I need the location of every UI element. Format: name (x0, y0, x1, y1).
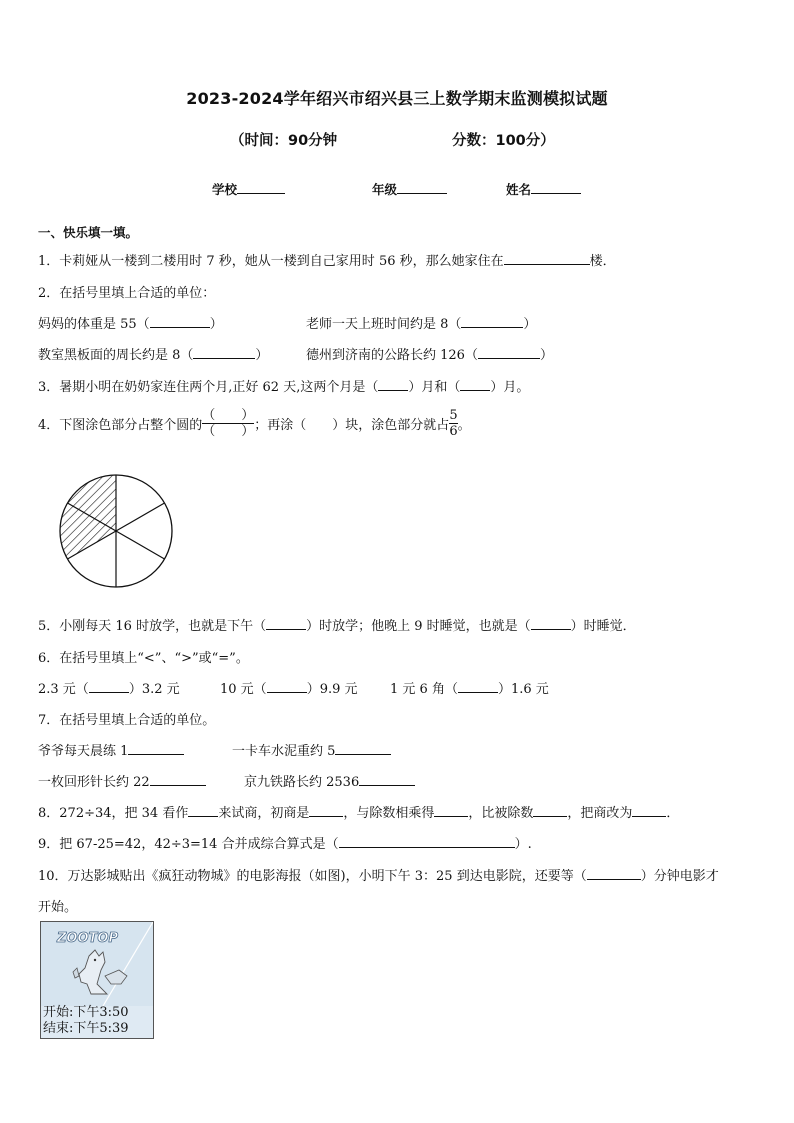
grade-blank[interactable] (397, 181, 447, 194)
q9-blank[interactable] (339, 835, 515, 848)
q2-item-road (306, 344, 553, 363)
q4-frac-den: 6 (449, 424, 458, 439)
q2b-blank[interactable] (461, 315, 523, 328)
q3-blank-1[interactable] (378, 378, 408, 391)
q2-item-blackboard (38, 344, 268, 363)
q3-text-b: ）月和（ (408, 380, 461, 395)
q8-text-c: ，与除数相乘得 (343, 806, 435, 821)
question-5 (38, 615, 636, 634)
school-blank[interactable] (237, 181, 285, 194)
q10-text-b: ）分钟电影才 (640, 869, 719, 884)
q7b-blank[interactable] (335, 742, 391, 755)
q4-denominator: （ ） (202, 424, 255, 439)
q1-text: 1．卡莉娅从一楼到二楼用时 7 秒，她从一楼到自己家用时 56 秒，那么她家住在 (38, 254, 504, 269)
q4-text-c: 。 (457, 418, 471, 433)
q8-blank-1[interactable] (188, 804, 218, 817)
q6-item-1 (38, 678, 180, 697)
question-6: 6．在括号里填上“<”、“>”或“=”。 (38, 651, 249, 666)
q4-text-a: 4．下图涂色部分占整个圆的 (38, 418, 203, 433)
q2c-blank[interactable] (193, 346, 255, 359)
time-label: （时间：90分钟 (230, 133, 338, 149)
grade-field (372, 180, 447, 198)
q10-blank[interactable] (587, 867, 641, 880)
page-title: 2023-2024学年绍兴市绍兴县三上数学期末监测模拟试题 (186, 89, 608, 108)
q6-2-right: ）9.9 元 (306, 682, 358, 697)
q8-text-b: 来试商，初商是 (218, 806, 310, 821)
q4-text-b: ；再涂（ ）块，涂色部分就占 (254, 418, 450, 433)
q7d-text: 京九铁路长约 2536 (244, 775, 360, 790)
q8-text-e: ，把商改为 (567, 806, 633, 821)
question-4 (38, 408, 471, 439)
q6-1-blank[interactable] (89, 680, 129, 693)
q5-blank-1[interactable] (266, 617, 306, 630)
sector-line-3 (116, 531, 165, 559)
q7b-text: 一卡车水泥重约 5 (232, 744, 336, 759)
question-8 (38, 802, 679, 821)
q7-item-paperclip (38, 771, 206, 790)
q7c-text: 一枚回形针长约 22 (38, 775, 150, 790)
q7d-blank[interactable] (359, 773, 415, 786)
question-10 (38, 865, 719, 884)
question-2: 2．在括号里填上合适的单位： (38, 286, 216, 301)
q8-blank-3[interactable] (434, 804, 468, 817)
q4-numerator: （ ） (202, 408, 255, 423)
poster-artwork (41, 922, 153, 1006)
q2d-text: 德州到济南的公路长约 126（ (306, 348, 478, 363)
q2b-close: ） (523, 317, 537, 332)
q7-item-exercise (38, 740, 184, 759)
q2b-text: 老师一天上班时间约是 8（ (306, 317, 462, 332)
q7-item-railway (244, 771, 415, 790)
q7a-text: 爷爷每天晨练 1 (38, 744, 129, 759)
q5-text-b: ）时放学；他晚上 9 时睡觉，也就是（ (306, 619, 531, 634)
q8-text-d: ，比被除数 (468, 806, 534, 821)
q10-text-a: 10．万达影城贴出《疯狂动物城》的电影海报（如图)，小明下午 3：25 到达电影院，还要等（ (38, 869, 587, 884)
q3-text-a: 3．暑期小明在奶奶家连住两个月,正好 62 天,这两个月是（ (38, 380, 379, 395)
school-field (212, 180, 285, 198)
q1-tail: 楼． (589, 254, 616, 269)
q6-item-3 (390, 678, 549, 697)
q6-item-2 (220, 678, 358, 697)
q6-3-right: ）1.6 元 (497, 682, 549, 697)
q8-text-a: 8．272÷34，把 34 看作 (38, 806, 189, 821)
q9-text-a: 9．把 67-25=42，42÷3=14 合并成综合算式是（ (38, 837, 339, 852)
q1-blank[interactable] (504, 252, 590, 265)
movie-poster-image (40, 921, 154, 1039)
question-3 (38, 376, 529, 395)
q6-3-blank[interactable] (458, 680, 498, 693)
q2d-blank[interactable] (478, 346, 540, 359)
school-label: 学校 (212, 182, 238, 197)
score-label: 分数：100分） (452, 133, 555, 149)
q3-blank-2[interactable] (460, 378, 490, 391)
q2a-text: 妈妈的体重是 55（ (38, 317, 150, 332)
q5-text-c: ）时睡觉． (570, 619, 636, 634)
q3-text-c: ）月。 (490, 380, 530, 395)
poster-start-time: 开始:下午3:50 (43, 1005, 129, 1020)
question-9 (38, 833, 532, 852)
q5-blank-2[interactable] (531, 617, 571, 630)
q2a-close: ） (209, 317, 223, 332)
q4-fraction-five-sixths (449, 408, 457, 439)
q2c-close: ） (255, 348, 269, 363)
q8-blank-4[interactable] (533, 804, 567, 817)
question-7: 7．在括号里填上合适的单位。 (38, 713, 216, 728)
q6-1-left: 2.3 元（ (38, 682, 89, 697)
q7-item-cement (232, 740, 391, 759)
pie-circle-diagram (56, 472, 176, 590)
q6-2-left: 10 元（ (220, 682, 267, 697)
q8-blank-5[interactable] (632, 804, 666, 817)
q4-frac-num: 5 (449, 408, 458, 423)
q7c-blank[interactable] (150, 773, 206, 786)
question-1 (38, 250, 616, 269)
sector-line-2 (116, 503, 165, 531)
q2-item-worktime (306, 313, 536, 332)
poster-end-time: 结束:下午5:39 (43, 1021, 129, 1036)
name-blank[interactable] (531, 181, 581, 194)
poster-logo: ZOOTOP (57, 931, 118, 946)
q2-item-weight (38, 313, 223, 332)
q2c-text: 教室黑板面的周长约是 8（ (38, 348, 194, 363)
q9-text-b: ）. (514, 837, 532, 852)
q6-2-blank[interactable] (267, 680, 307, 693)
q7a-blank[interactable] (128, 742, 184, 755)
q2d-close: ） (539, 348, 553, 363)
q8-text-f: ． (666, 806, 680, 821)
section-heading: 一、快乐填一填。 (38, 225, 139, 240)
q2a-blank[interactable] (150, 315, 210, 328)
q5-text-a: 5．小刚每天 16 时放学，也就是下午（ (38, 619, 267, 634)
q8-blank-2[interactable] (309, 804, 343, 817)
q4-fraction-blank[interactable] (202, 408, 254, 439)
name-field (506, 180, 581, 198)
q10-text-continued: 开始。 (38, 900, 78, 915)
name-label: 姓名 (506, 182, 532, 197)
q6-1-right: ）3.2 元 (128, 682, 180, 697)
grade-label: 年级 (372, 182, 398, 197)
q6-3-left: 1 元 6 角（ (390, 682, 458, 697)
